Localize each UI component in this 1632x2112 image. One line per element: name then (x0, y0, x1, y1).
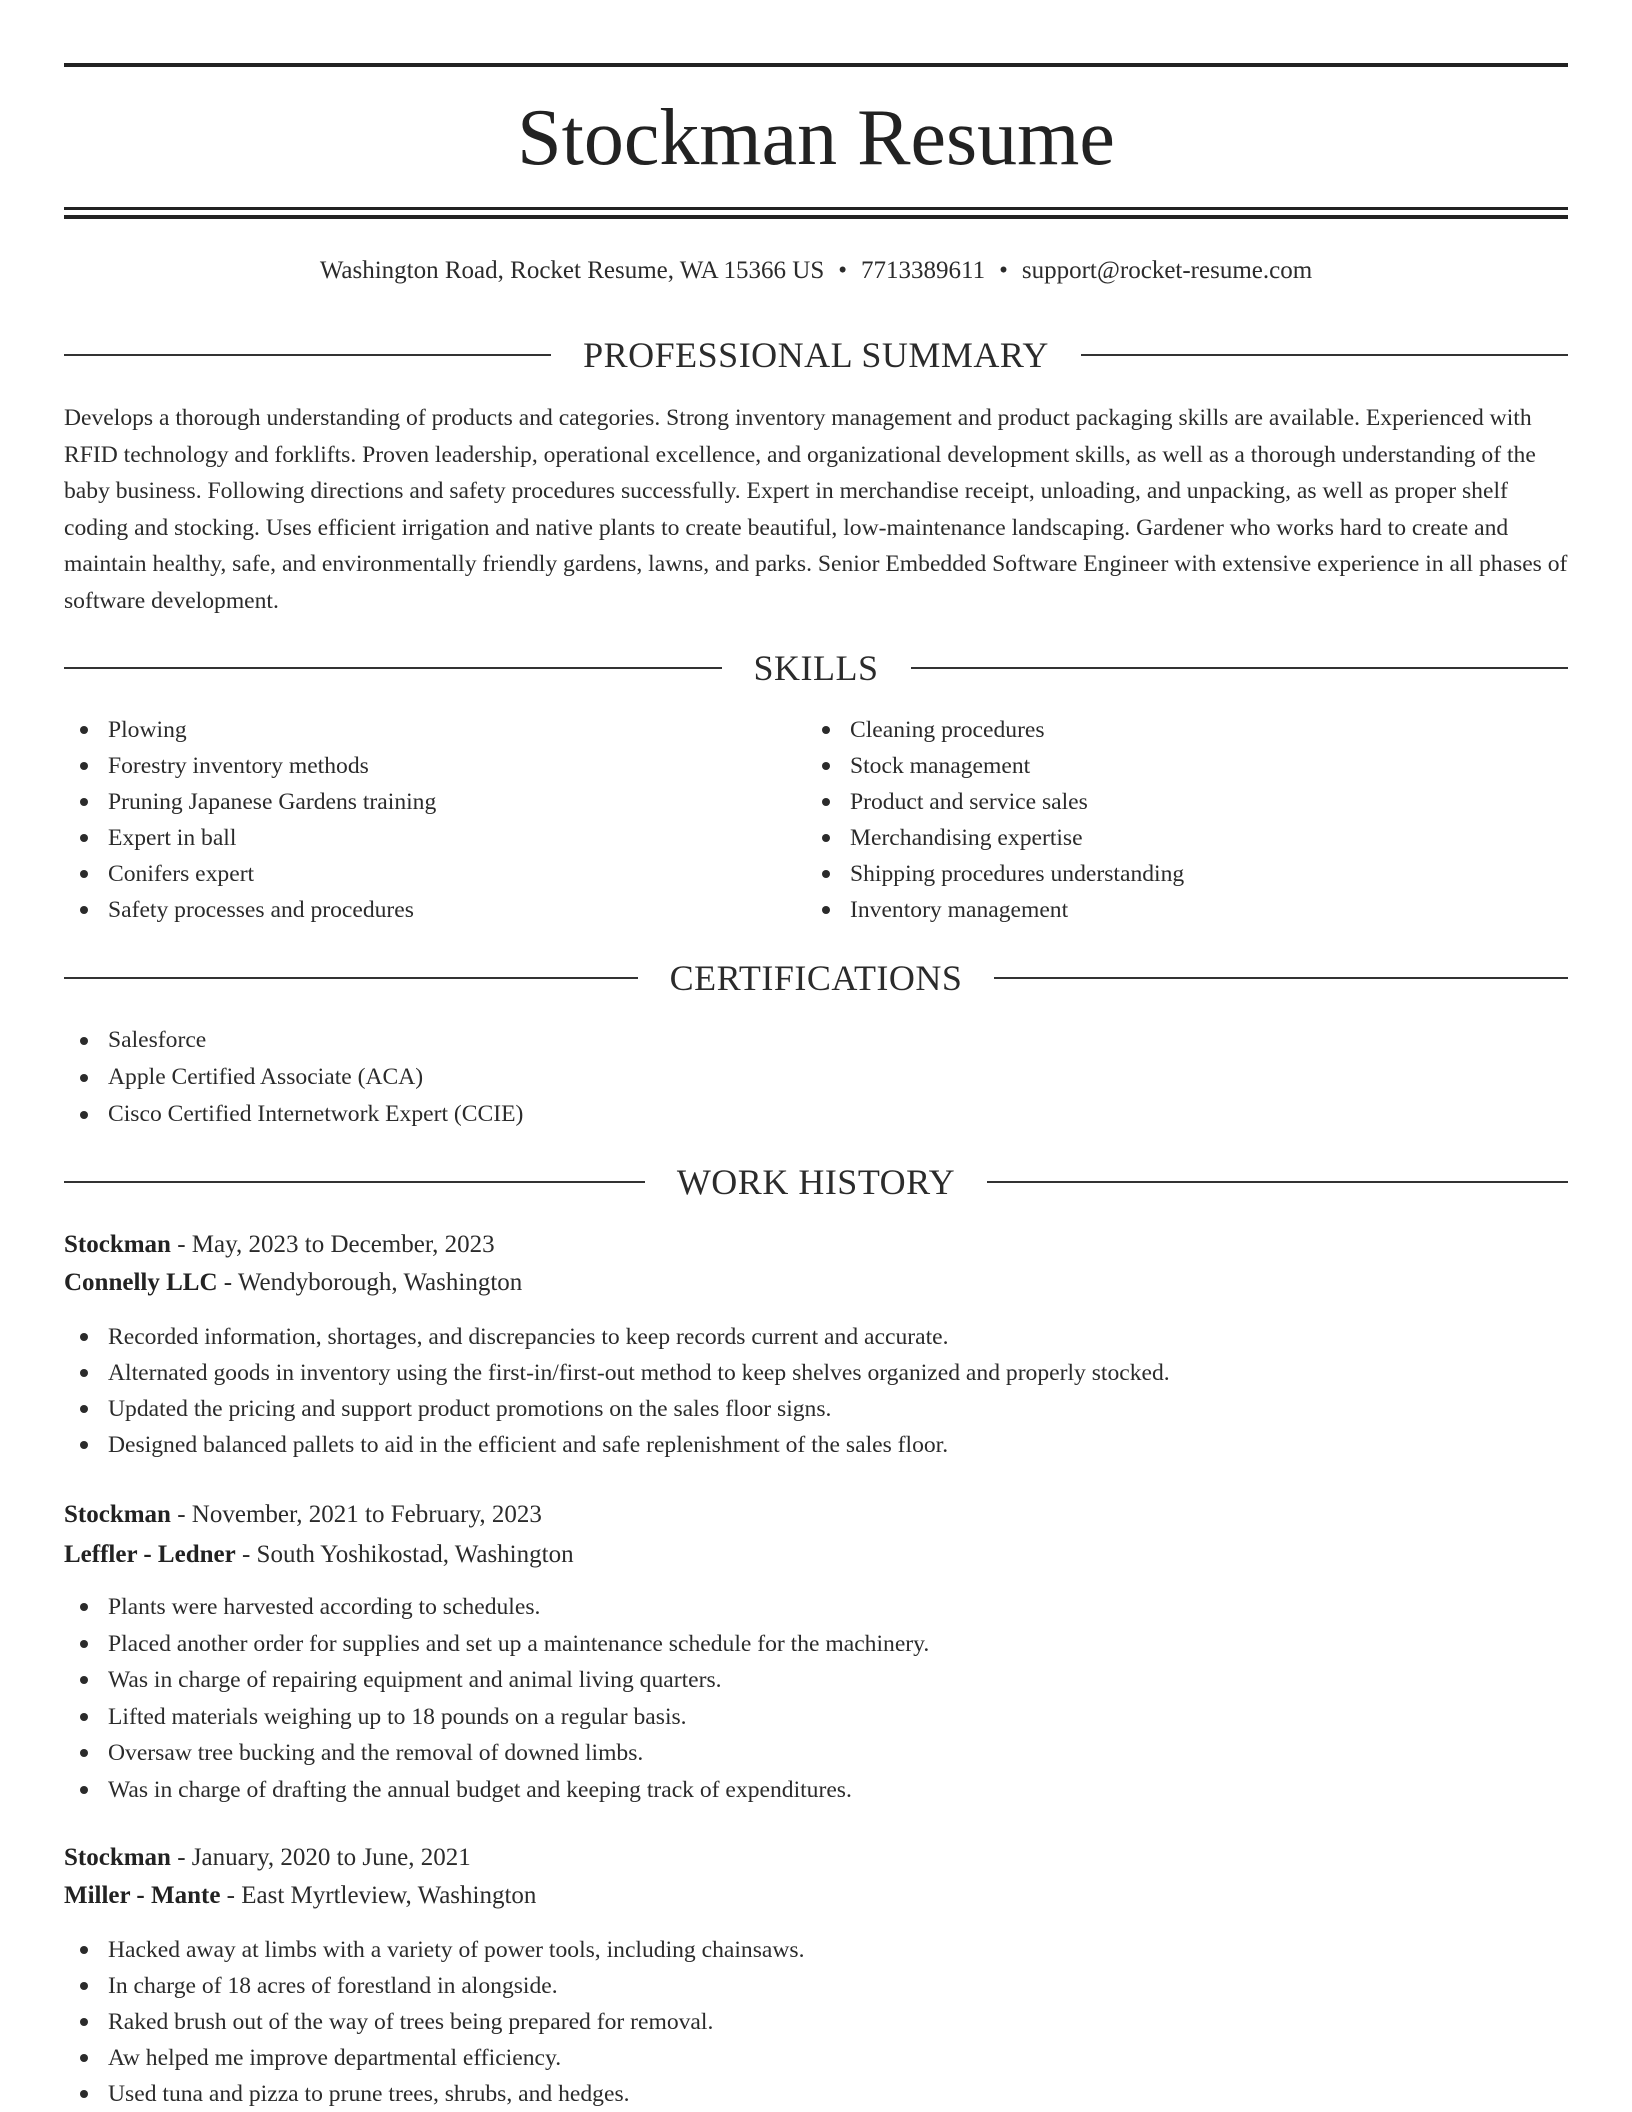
section-heading-certifications (64, 956, 1568, 1000)
contact-phone: 7713389611 (861, 257, 986, 284)
job-bullet: In charge of 18 acres of forestland in alongside. (64, 1968, 1568, 2004)
contact-separator: • (999, 257, 1008, 284)
contact-address: Washington Road, Rocket Resume, WA 15366 US (319, 257, 825, 284)
job-bullet: Updated the pricing and support product promotions on the sales floor signs. (64, 1391, 1568, 1427)
job-bullet: Recorded information, shortages, and discrepancies to keep records current and accurate. (64, 1319, 1568, 1355)
job-dates: - May, 2023 to December, 2023 (170, 1231, 495, 1258)
job-title-line (64, 1227, 495, 1263)
skill-item: Stock management (806, 748, 1546, 784)
job-bullet: Oversaw tree bucking and the removal of downed limbs. (64, 1735, 1568, 1772)
skill-item: Forestry inventory methods (64, 748, 804, 784)
skill-item: Merchandising expertise (806, 820, 1546, 856)
job-bullet: Plants were harvested according to schedules. (64, 1589, 1568, 1626)
job-bullet: Aw helped me improve departmental efficiency. (64, 2040, 1568, 2076)
header-top-rule (64, 63, 1568, 67)
heading-rule-left (64, 977, 638, 979)
skill-item: Plowing (64, 712, 804, 748)
job-bullets (64, 1319, 1568, 1463)
certification-item: Cisco Certified Internetwork Expert (CCIE) (64, 1096, 1568, 1133)
heading-rule-left (64, 354, 551, 356)
section-title: PROFESSIONAL SUMMARY (583, 335, 1049, 375)
skill-item: Cleaning procedures (806, 712, 1546, 748)
section-heading-work-history (64, 1160, 1568, 1204)
job-title-line (64, 1497, 542, 1533)
skill-item: Product and service sales (806, 784, 1546, 820)
heading-rule-right (994, 977, 1568, 979)
section-title: SKILLS (753, 648, 879, 688)
contact-email: support@rocket-resume.com (1021, 257, 1313, 284)
job-title-line (64, 1840, 471, 1876)
skill-item: Safety processes and procedures (64, 892, 804, 928)
header-double-rule-top (64, 207, 1568, 210)
job-bullets (64, 1932, 1568, 2112)
job-bullet: Designed balanced pallets to aid in the efficient and safe replenishment of the sales floor. (64, 1427, 1568, 1463)
job-bullet: Used tuna and pizza to prune trees, shrubs, and hedges. (64, 2076, 1568, 2112)
skill-item: Pruning Japanese Gardens training (64, 784, 804, 820)
job-title: Stockman (64, 1231, 171, 1258)
section-title: WORK HISTORY (676, 1162, 956, 1202)
certification-item: Salesforce (64, 1022, 1568, 1059)
header-double-rule-bottom (64, 215, 1568, 219)
summary-text: Develops a thorough understanding of products and categories. Strong inventory management and product packaging skills are available. Experienced with RFID technology and forklifts. Proven leadership, operational excellence, and organizational development skills, as well as a thorough understanding of the baby business. Following directions and safety procedures successfully. Expert in merchandise receipt, unloading, and unpacking, as well as proper shelf coding and stocking. Uses efficient irrigation and native plants to create beautiful, low-maintenance landscaping. Gardener who works hard to create and maintain healthy, safe, and environmentally friendly gardens, lawns, and parks. Senior Embedded Software Engineer with extensive experience in all phases of software development. (64, 405, 1568, 614)
skill-item: Conifers expert (64, 856, 804, 892)
heading-rule-right (911, 667, 1569, 669)
section-heading-summary (64, 333, 1568, 377)
job-bullets (64, 1589, 1568, 1808)
resume-title: Stockman Resume (517, 94, 1115, 182)
job-bullet: Lifted materials weighing up to 18 pounds on a regular basis. (64, 1699, 1568, 1736)
job-company-line (64, 1537, 574, 1573)
heading-rule-right (1081, 354, 1568, 356)
job-bullet: Placed another order for supplies and set up a maintenance schedule for the machinery. (64, 1626, 1568, 1663)
job-company: Leffler - Ledner (64, 1541, 236, 1568)
job-title: Stockman (64, 1844, 171, 1871)
job-company-line (64, 1265, 522, 1301)
job-location: - East Myrtleview, Washington (220, 1882, 537, 1909)
section-title: CERTIFICATIONS (669, 958, 963, 998)
skill-item: Inventory management (806, 892, 1546, 928)
certifications-list (64, 1022, 1568, 1133)
job-bullet: Raked brush out of the way of trees being prepared for removal. (64, 2004, 1568, 2040)
job-title: Stockman (64, 1501, 171, 1528)
contact-line (64, 254, 1568, 288)
heading-rule-left (64, 1181, 645, 1183)
job-bullet: Hacked away at limbs with a variety of power tools, including chainsaws. (64, 1932, 1568, 1968)
job-bullet: Alternated goods in inventory using the first-in/first-out method to keep shelves organized and properly stocked. (64, 1355, 1568, 1391)
job-company: Miller - Mante (64, 1882, 221, 1909)
job-dates: - January, 2020 to June, 2021 (170, 1844, 471, 1871)
job-bullet: Was in charge of repairing equipment and animal living quarters. (64, 1662, 1568, 1699)
job-location: - Wendyborough, Washington (217, 1269, 523, 1296)
skill-item: Expert in ball (64, 820, 804, 856)
skills-list-left (64, 712, 804, 928)
job-dates: - November, 2021 to February, 2023 (170, 1501, 542, 1528)
job-bullet: Was in charge of drafting the annual budget and keeping track of expenditures. (64, 1772, 1568, 1809)
section-heading-skills (64, 646, 1568, 690)
job-company: Connelly LLC (64, 1269, 218, 1296)
job-company-line (64, 1878, 536, 1914)
heading-rule-right (987, 1181, 1568, 1183)
certification-item: Apple Certified Associate (ACA) (64, 1059, 1568, 1096)
skill-item: Shipping procedures understanding (806, 856, 1546, 892)
skills-list-right (806, 712, 1546, 928)
heading-rule-left (64, 667, 722, 669)
job-location: - South Yoshikostad, Washington (235, 1541, 574, 1568)
contact-separator: • (838, 257, 848, 284)
